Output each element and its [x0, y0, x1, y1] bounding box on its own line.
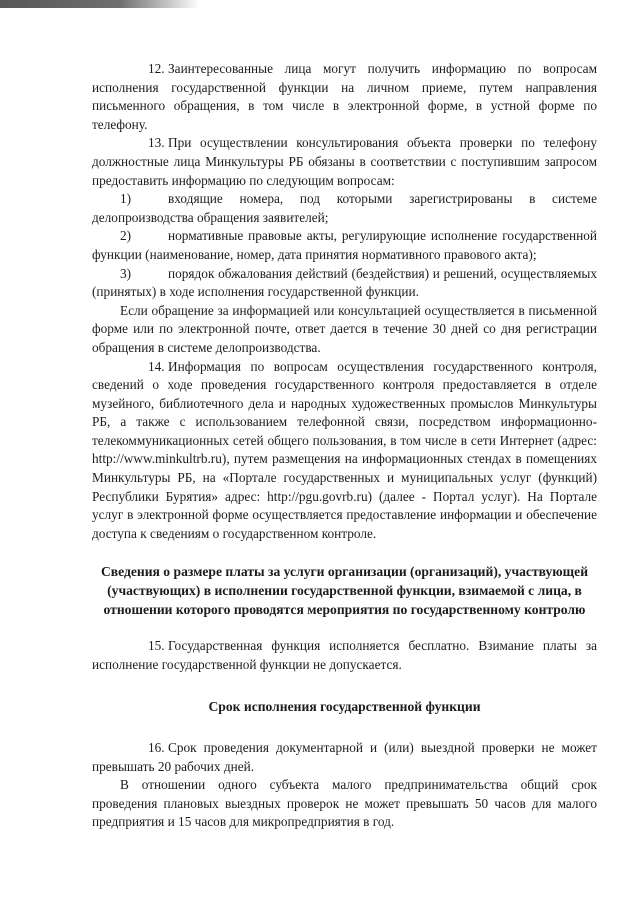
paragraph-text: При осуществлении консультирования объекта проверки по телефону должностные лица Минкультуры РБ обязаны в соответствии с поступившим запросом предоставить информацию по следующим вопросам:: [92, 135, 597, 188]
paragraph-number: 13.: [148, 135, 165, 151]
list-text: порядок обжалования действий (бездействия) и решений, осуществляемых (принятых) в ходе исполнения государственной функции.: [92, 265, 597, 300]
document-body: [92, 60, 597, 832]
paragraph-number: 15.: [148, 638, 165, 654]
paragraph-12: [92, 60, 597, 134]
list-number: 2): [120, 228, 132, 244]
paragraph-15: [92, 637, 597, 674]
list-text: нормативные правовые акты, регулирующие исполнение государственной функции (наименование, номер, дата принятия нормативного правового акта);: [92, 228, 597, 262]
paragraph-number: 16.: [148, 740, 165, 755]
paragraph-number: 12.: [148, 61, 165, 76]
paragraph-13: [92, 134, 597, 190]
list-number: 1): [120, 191, 132, 207]
list-item-2: [92, 227, 597, 264]
paragraph-text: Государственная функция исполняется бесплатно. Взимание платы за исполнение государственной функции не допускается.: [92, 638, 597, 672]
list-item-1: [92, 190, 597, 227]
paragraph-16: [92, 739, 597, 776]
list-item-3: [92, 265, 597, 302]
list-text: входящие номера, под которыми зарегистрированы в системе делопроизводства обращения заявителей;: [92, 191, 597, 225]
paragraph-text: Срок проведения документарной и (или) выездной проверки не может превышать 20 рабочих дней.: [92, 740, 597, 774]
paragraph-text: Информация по вопросам осуществления государственного контроля, сведений о ходе проведения государственного контроля предоставляется в отделе музейного, библиотечного дела и народных художественных промыслов Минкультуры РБ, а также с использованием телефонной связи, посредством информационно-телекоммуникационных сетей общего пользования, в том числе в сети Интернет (адрес: http://www.minkultrb.ru), путем размещения на информационных стендах в помещениях Минкультуры РБ, на «Портале государственных и муниципальных услуг (функций) Республики Бурятия» адрес: http://pgu.govrb.ru) (далее - Портал услуг). На Портале услуг в электронной форме осуществляется предоставление информации и обеспечение доступа к сведениям о государственном контроле.: [92, 358, 597, 541]
scan-artifact: [0, 0, 200, 8]
paragraph-number: 14.: [148, 358, 165, 374]
paragraph-14: [92, 358, 597, 544]
list-number: 3): [120, 265, 132, 281]
section-heading-fee: Сведения о размере платы за услуги организации (организаций), участвующей (участвующих) в исполнении государственной функции, взимаемой с лица, в отношении которого проводятся мероприятия по государственному контролю: [100, 564, 589, 617]
paragraph-13-continued: Если обращение за информацией или консультацией осуществляется в письменной форме или по электронной почте, ответ дается в течение 30 дней со дня регистрации обращения в системе делопроизводства.: [92, 302, 597, 355]
section-heading-term: Срок исполнения государственной функции: [208, 699, 481, 715]
paragraph-16-continued: В отношении одного субъекта малого предпринимательства общий срок проведения плановых выездных проверок не может превышать 50 часов для малого предприятия и 15 часов для микропредприятия в год.: [92, 777, 597, 830]
paragraph-text: Заинтересованные лица могут получить информацию по вопросам исполнения государственной функции на личном приеме, путем направления письменного обращения, в том числе в электронной форме, в устной форме по телефону.: [92, 61, 597, 132]
